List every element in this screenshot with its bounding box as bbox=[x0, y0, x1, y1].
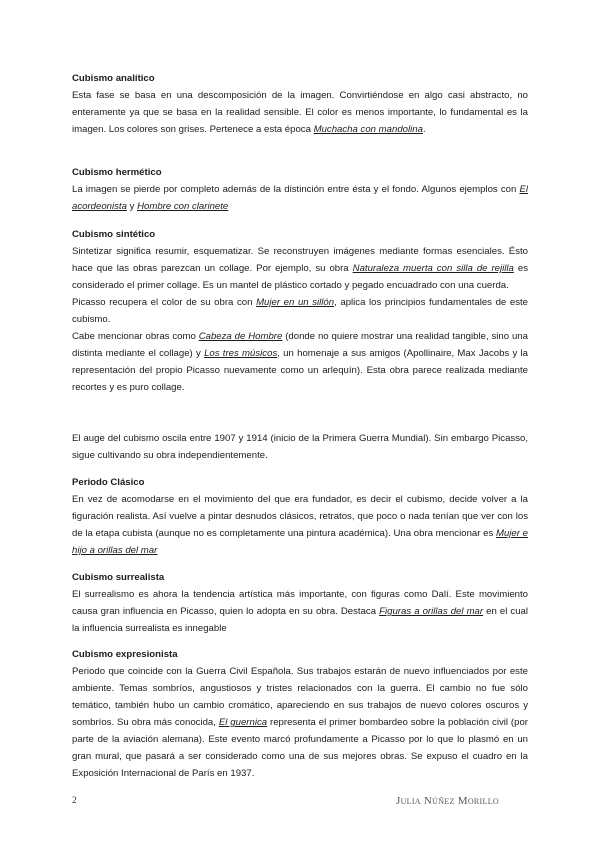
paragraph-text: (donde no quiere mostrar una realidad tangible, sino una distinta mediante el collage) y bbox=[72, 331, 528, 359]
section-cubismo-hermetico bbox=[72, 164, 528, 215]
section-cubismo-surrealista bbox=[72, 569, 528, 637]
section-auge-cubismo bbox=[72, 430, 528, 464]
section-title: Cubismo surrealista bbox=[72, 572, 165, 583]
paragraph-text: en el cual la influencia surrealista es innegable bbox=[72, 606, 529, 634]
section-cubismo-analitico bbox=[72, 70, 528, 138]
paragraph-text: En vez de acomodarse en el movimiento del que era fundador, es decir el cubismo, decide volver a la figuración realista. Así vuelve a pintar desnudos clásicos, retratos, que poco o nada tenían que ver con los de la etapa cubista (aunque no es completamente una pintura académica). Una obra mencionar es bbox=[72, 494, 528, 539]
paragraph-text: El surrealismo es ahora la tendencia artística más importante, con figuras como Dalí. Este movimiento causa gran influencia en Picasso, quien lo adopta en su obra. Destaca bbox=[72, 589, 528, 617]
artwork-link-cabeza-de-hombre[interactable]: Cabeza de Hombre bbox=[198, 331, 283, 342]
section-title: Cubismo sintético bbox=[72, 229, 156, 240]
artwork-link-muchacha-con-mandolina[interactable]: Muchacha con mandolina bbox=[313, 124, 423, 135]
paragraph bbox=[72, 294, 528, 328]
paragraph-text: La imagen se pierde por completo además de la distinción entre ésta y el fondo. Algunos ejemplos con bbox=[72, 184, 520, 195]
paragraph-text: Periodo que coincide con la Guerra Civil Española. Sus trabajos estarán de nuevo influenciados por este ambiente. Temas sombríos, angustiosos y tristes relacionados con la guerra. El cambio no fue sólo temático, también hubo un cambio cromático, apareciendo en sus trabajos de nuevo colores oscuros y sombríos. Su obra más conocida, bbox=[72, 666, 528, 728]
artwork-link-naturaleza-muerta[interactable]: Naturaleza muerta con silla de rejilla bbox=[352, 263, 514, 274]
artwork-link-figuras-a-orillas-del-mar[interactable]: Figuras a orillas del mar bbox=[379, 606, 484, 617]
paragraph bbox=[72, 181, 528, 215]
paragraph-text: , aplica los principios fundamentales de este cubismo. bbox=[72, 297, 529, 325]
paragraph-text: Sintetizar significa resumir, esquematizar. Se reconstruyen imágenes mediante formas esenciales. Ésto hace que las obras parezcan un collage. Por ejemplo, su obra bbox=[72, 246, 528, 274]
section-title: Cubismo expresionista bbox=[72, 649, 178, 660]
paragraph-text: Esta fase se basa en una descomposición de la imagen. Convirtiéndose en algo casi abstracto, no enteramente ya que se basa en la realidad sensible. El color es menos importante, lo fundamental es la imagen. Los colores son grises. Pertenece a esta época bbox=[72, 90, 528, 135]
artwork-link-hombre-con-clarinete[interactable]: Hombre con clarinete bbox=[137, 201, 229, 212]
paragraph-text: representa el primer bombardeo sobre la población civil (por parte de la aviación alemana). Este evento marcó profundamente a Picasso por lo que lo plasmó en un gran mural, que pasará a ser considerado como una de sus mejores obras. Se expuso el cuadro en la Exposición Internacional de París en 1937. bbox=[72, 717, 528, 779]
paragraph bbox=[72, 663, 528, 782]
footer-author: Julia Núñez Morillo bbox=[396, 795, 499, 807]
paragraph-text: Cabe mencionar obras como bbox=[72, 331, 199, 342]
paragraph-text: y bbox=[126, 201, 138, 212]
section-title: Cubismo hermético bbox=[72, 167, 162, 178]
paragraph-text: es considerado el primer collage. Es un mantel de plástico cortado y pegado encuadrado con una cuerda. bbox=[72, 263, 528, 291]
section-title: Cubismo analítico bbox=[72, 73, 155, 84]
paragraph bbox=[72, 328, 528, 396]
section-title: Periodo Clásico bbox=[72, 477, 145, 488]
artwork-link-mujer-e-hijo[interactable]: Mujer e hijo a orillas del mar bbox=[72, 528, 528, 556]
paragraph bbox=[72, 491, 528, 559]
section-periodo-clasico bbox=[72, 474, 528, 559]
artwork-link-el-guernica[interactable]: El guernica bbox=[218, 717, 268, 728]
paragraph-text: . bbox=[422, 124, 426, 135]
section-cubismo-expresionista bbox=[72, 646, 528, 782]
artwork-link-el-acordeonista[interactable]: El acordeonista bbox=[72, 184, 528, 212]
artwork-link-los-tres-musicos[interactable]: Los tres músicos bbox=[204, 348, 278, 359]
paragraph bbox=[72, 243, 528, 294]
paragraph bbox=[72, 586, 528, 637]
page-number: 2 bbox=[72, 796, 77, 806]
section-cubismo-sintetico bbox=[72, 226, 528, 396]
artwork-link-mujer-en-un-sillon[interactable]: Mujer en un sillón bbox=[256, 297, 335, 308]
paragraph bbox=[72, 87, 528, 138]
paragraph-text: Picasso recupera el color de su obra con bbox=[72, 297, 257, 308]
page-footer bbox=[72, 793, 528, 809]
paragraph: El auge del cubismo oscila entre 1907 y 1914 (inicio de la Primera Guerra Mundial). Sin embargo Picasso, sigue cultivando su obra independientemente. bbox=[72, 433, 528, 461]
paragraph-text: , un homenaje a sus amigos (Apollinaire, Max Jacobs y la representación del propio Picasso nuevamente como un arlequín). Esta obra parece realizada mediante recortes y es puro collage. bbox=[72, 348, 529, 393]
